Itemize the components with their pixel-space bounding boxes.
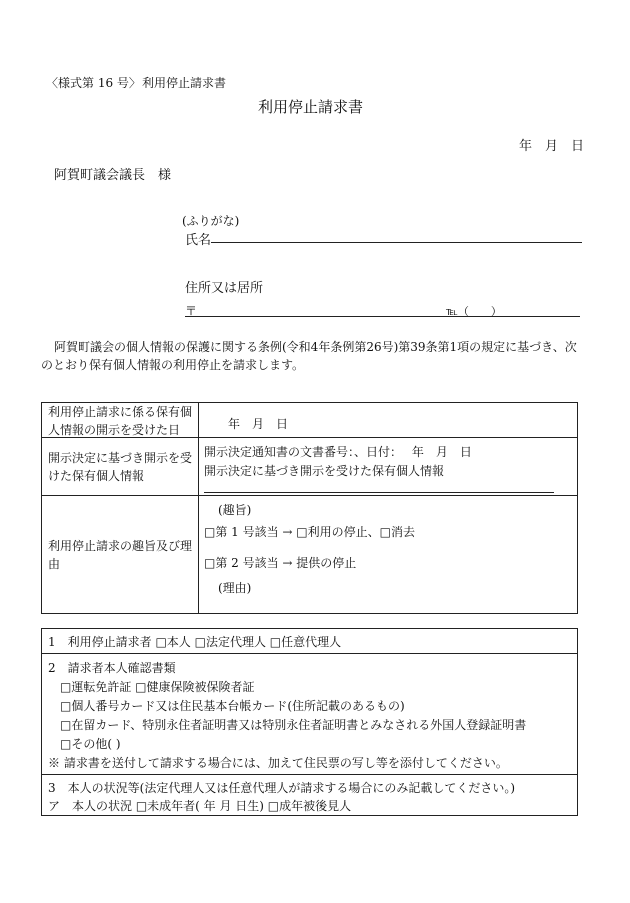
postal-mark: 〒 bbox=[185, 304, 198, 318]
disclosed-info-description: 開示決定に基づき開示を受けた保有個人情報 bbox=[204, 464, 445, 478]
furigana-label: (ふりがな) bbox=[182, 214, 240, 228]
purpose-reason-label: 利用停止請求の趣旨及び理 由 bbox=[48, 539, 193, 571]
disclosed-info-field-line[interactable] bbox=[204, 492, 554, 493]
purpose-option-2[interactable]: □第 2 号該当 → 提供の停止 bbox=[204, 556, 357, 570]
form-number: 〈様式第 16 号〉 bbox=[46, 76, 141, 90]
requester-type[interactable]: 1 利用停止請求者 □本人 □法定代理人 □任意代理人 bbox=[48, 635, 342, 649]
disclosure-date-value[interactable]: 年 月 日 bbox=[228, 417, 289, 431]
id-documents-note: ※ 請求書を送付して請求する場合には、加えて住民票の写し等を添付してください。 bbox=[48, 756, 508, 770]
principal-status-header: 3 本人の状況等(法定代理人又は任意代理人が請求する場合にのみ記載してください。) bbox=[48, 781, 516, 795]
id-document-option-4[interactable]: □その他( ) bbox=[60, 737, 121, 751]
tel-label: ℡（ ） bbox=[446, 305, 502, 318]
requester-info-table bbox=[41, 628, 578, 816]
disclosure-date-label: 利用停止請求に係る保有個 人情報の開示を受けた日 bbox=[48, 405, 193, 437]
id-document-option-1[interactable]: □運転免許証 □健康保険被保険者証 bbox=[60, 680, 255, 694]
address-field-line[interactable] bbox=[185, 316, 580, 317]
addressee: 阿賀町議会議長 様 bbox=[54, 168, 172, 183]
id-document-option-2[interactable]: □個人番号カード又は住民基本台帳カード(住所記載のあるもの) bbox=[60, 699, 405, 713]
purpose-option-1[interactable]: □第 1 号該当 → □利用の停止、□消去 bbox=[204, 525, 415, 539]
intro-text-line1: 阿賀町議会の個人情報の保護に関する条例(令和4年条例第26号)第39条第1項の規定に基づき、次 bbox=[54, 340, 577, 354]
name-label: 氏名 bbox=[185, 233, 212, 248]
address-label: 住所又は居所 bbox=[185, 281, 264, 296]
intro-text-line2: のとおり保有個人情報の利用停止を請求します。 bbox=[41, 358, 305, 372]
principal-status-line-a[interactable]: ア 本人の状況 □未成年者( 年 月 日生) □成年被後見人 bbox=[48, 799, 352, 813]
name-field-line[interactable] bbox=[211, 242, 582, 243]
request-details-table bbox=[41, 402, 578, 614]
page-title: 利用停止請求書 bbox=[258, 98, 364, 116]
id-documents-header: 2 請求者本人確認書類 bbox=[48, 661, 176, 675]
table2-row-divider-2 bbox=[42, 774, 577, 775]
reason-header: (理由) bbox=[218, 581, 252, 595]
table1-row-divider-2 bbox=[42, 495, 577, 496]
id-document-option-3[interactable]: □在留カード、特別永住者証明書又は特別永住者証明書とみなされる外国人登録証明書 bbox=[60, 718, 527, 732]
notice-document-number[interactable]: 開示決定通知書の文書番号：、日付： 年 月 日 bbox=[204, 445, 472, 459]
table2-row-divider-1 bbox=[42, 653, 577, 654]
disclosed-info-label: 開示決定に基づき開示を受 けた保有個人情報 bbox=[48, 451, 193, 483]
purpose-header: (趣旨) bbox=[218, 503, 252, 517]
table1-column-divider bbox=[198, 403, 199, 613]
form-name: 利用停止請求書 bbox=[142, 76, 227, 90]
date-line: 年 月 日 bbox=[519, 139, 585, 154]
